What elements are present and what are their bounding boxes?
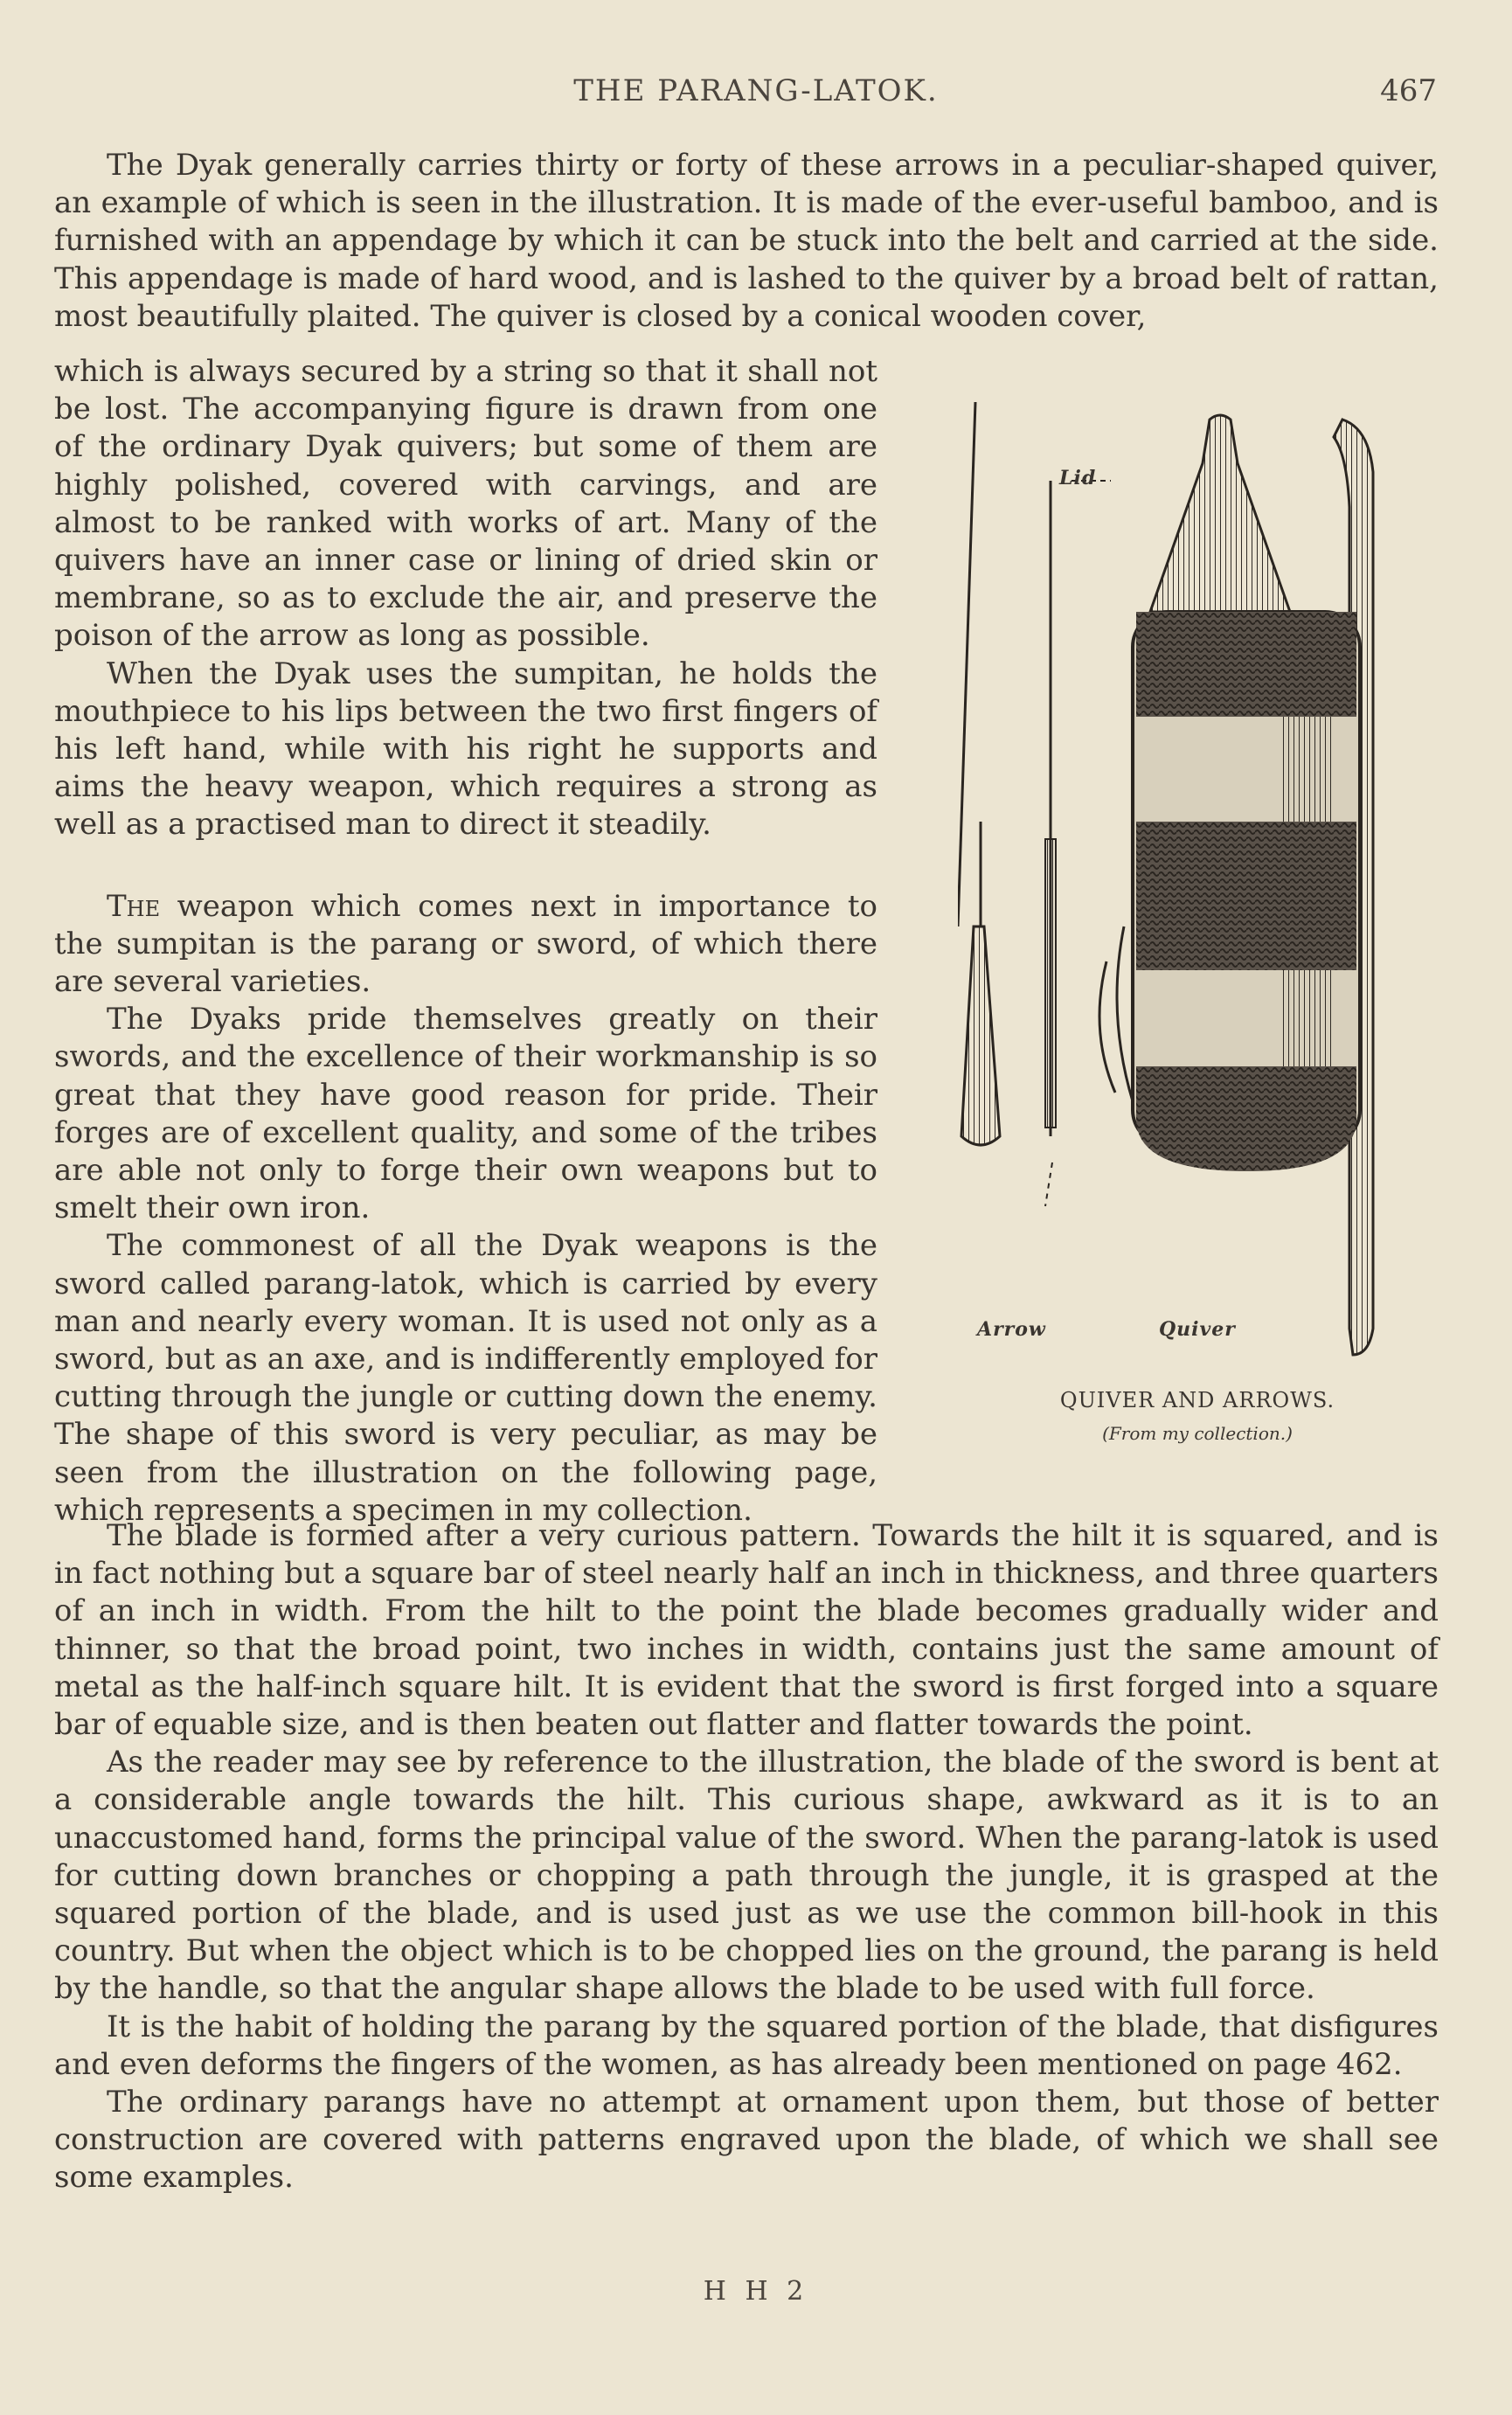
- paragraph-sumpitan-use: When the Dyak uses the sumpitan, he holds the mouthpiece to his lips between the two first fingers of his left hand, while with his right he supports and aims the heavy weapon, which requires a strong as well as a practised man to direct it steadily.: [54, 656, 877, 843]
- paragraph-quiver-continued: which is always secured by a string so that it shall not be lost. The accompanying figure is drawn from one of the ordinary Dyak quivers; but some of them are highly polished, covered with carvings, and are almost to be ranked with works of art. Many of the quivers have an inner case or lining of dried skin or membrane, so as to exclude the air, and preserve the poison of the arrow as long as possible.: [54, 354, 877, 654]
- paragraph-blade-angle: As the reader may see by reference to the illustration, the blade of the sword is bent at a considerable angle towards the hilt. This curious shape, awkward as it is to an unaccustomed hand, forms the principal value of the sword. When the parang-latok is used for cutting down branches or chopping a path through the jungle, it is grasped at the squared portion of the blade, and is used just as we use the common bill-hook in this country. But when the object which is to be chopped lies on the ground, the parang is held by the handle, so that the angular shape allows the blade to be used with full force.: [54, 1745, 1439, 2007]
- label-arrow: Arrow: [977, 1318, 1046, 1341]
- bottom-paragraph-block: [54, 1517, 1439, 2197]
- paragraph-parang-latok: The commonest of all the Dyak weapons is the sword called parang-latok, which is carried by every man and nearly every woman. It is used not only as a sword, but as an axe, and is indifferently employed for cutting through the jungle or cutting down the enemy. The shape of this sword is very peculiar, as may be seen from the illustration on the following page, which represents a specimen in my collection.: [54, 1228, 877, 1528]
- label-quiver: Quiver: [1159, 1318, 1236, 1341]
- figure-caption-title: QUIVER AND ARROWS.: [1059, 1388, 1335, 1412]
- section-lead-word: The: [107, 888, 161, 924]
- quiver-illustration: [958, 402, 1430, 1451]
- label-lid: Lid: [1059, 467, 1097, 489]
- paragraph-quiver-intro: The Dyak generally carries thirty or forty of these arrows in a peculiar-shaped quiver, an example of which is seen in the illustration. It is made of the ever-useful bamboo, and is furnished with an appendage by which it can be stuck into the belt and carried at the side. This appendage is made of hard wood, and is lashed to the quiver by a broad belt of rattan, most beautifully plaited. The quiver is closed by a conical wooden cover,: [54, 148, 1439, 334]
- top-paragraph-block: [54, 147, 1439, 336]
- paragraph-holding-habit: It is the habit of holding the parang by the squared portion of the blade, that disfigures and even deforms the fingers of the women, as has already been mentioned on page 462.: [54, 2009, 1439, 2082]
- paragraph-parang-intro-text: weapon which comes next in importance to the sumpitan is the parang or sword, of which there are several varieties.: [54, 888, 877, 1000]
- left-column-text: [54, 353, 877, 1530]
- paragraph-ornament: The ordinary parangs have no attempt at ornament upon them, but those of better construction are covered with patterns engraved upon the blade, of which we shall see some examples.: [54, 2085, 1439, 2196]
- page-number: 467: [1380, 73, 1437, 108]
- running-head: THE PARANG-LATOK.: [573, 73, 939, 108]
- paragraph-parang-intro: [54, 888, 877, 1002]
- paragraph-dyak-swords: The Dyaks pride themselves greatly on their swords, and the excellence of their workmanship is so great that they have good reason for pride. Their forges are of excellent quality, and some of the tribes are able not only to forge their own weapons but to smelt their own iron.: [54, 1002, 877, 1226]
- paragraph-blade-pattern: The blade is formed after a very curious pattern. Towards the hilt it is squared, and is in fact nothing but a square bar of steel nearly half an inch in thickness, and three quarters of an inch in width. From the hilt to the point the blade becomes gradually wider and thinner, so that the broad point, two inches in width, contains just the same amount of metal as the half-inch square hilt. It is evident that the sword is first forged into a square bar of equable size, and is then beaten out flatter and flatter towards the point.: [54, 1518, 1439, 1743]
- quiver-drawing: [958, 402, 1430, 1372]
- signature-mark: H H 2: [703, 2276, 809, 2307]
- figure-caption-source: (From my collection.): [1102, 1423, 1293, 1444]
